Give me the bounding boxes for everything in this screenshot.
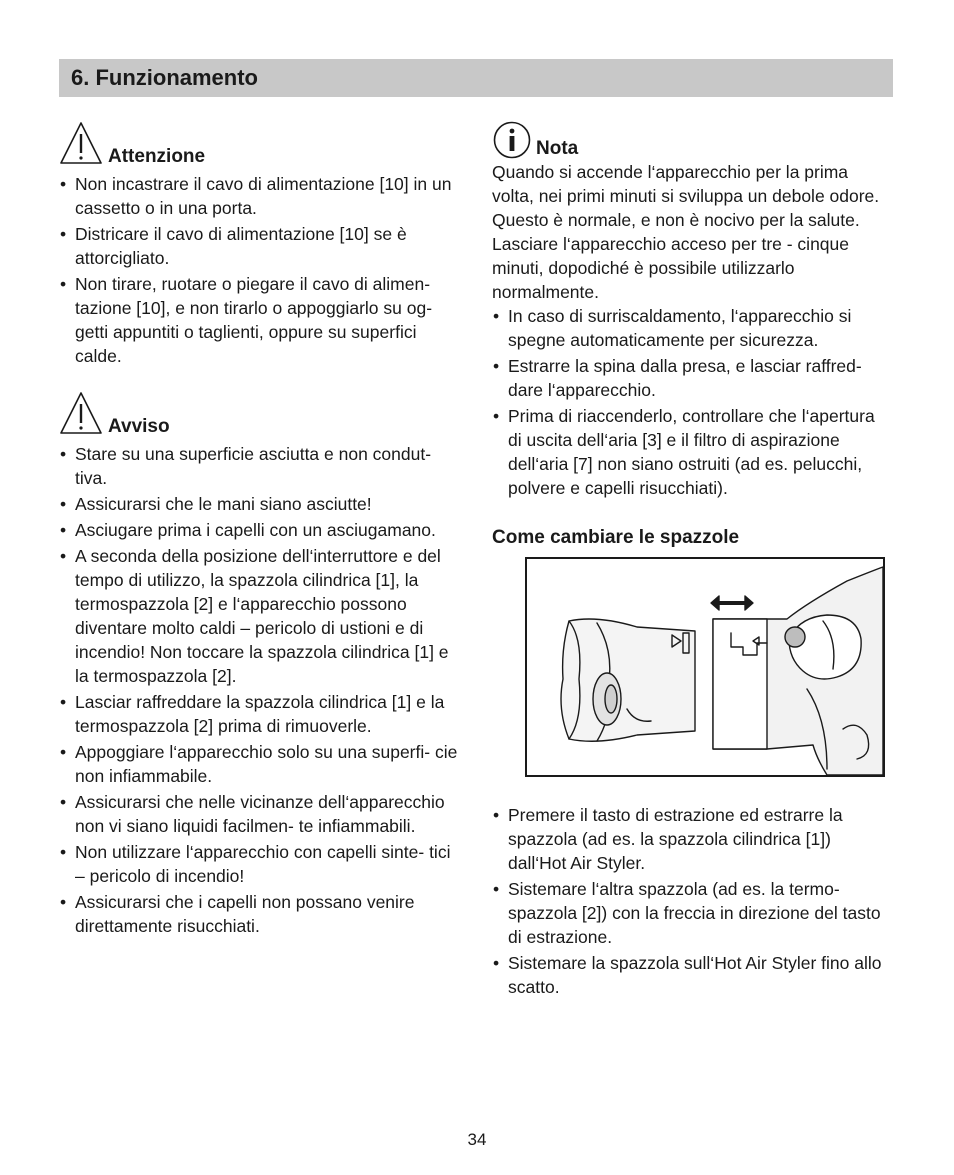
list-item: • Non utilizzare l‘apparecchio con capelli sinte- tici – pericolo di incendio! [59, 840, 464, 888]
avviso-heading-row [59, 390, 464, 438]
list-item: • In caso di surriscaldamento, l‘apparecchio si spegne automaticamente per sicurezza. [492, 304, 892, 352]
warning-triangle-icon [59, 390, 103, 436]
list-item: • Premere il tasto di estrazione ed estrarre la spazzola (ad es. la spazzola cilindrica [1]) dall‘Hot Air Styler. [492, 803, 892, 875]
list-item: • Non tirare, ruotare o piegare il cavo di alimen- tazione [10], e non tirarlo o appoggiarlo su og- getti appuntiti o taglienti, oppure su superfici calde. [59, 272, 464, 368]
list-item: • Stare su una superficie asciutta e non condut- tiva. [59, 442, 464, 490]
list-item: • Sistemare la spazzola sull‘Hot Air Styler fino allo scatto. [492, 951, 892, 999]
section-title: 6. Funzionamento [71, 65, 258, 90]
attenzione-heading-row [59, 120, 464, 168]
list-item: • Districare il cavo di alimentazione [10] se è attorcigliato. [59, 222, 464, 270]
info-circle-icon [492, 120, 532, 160]
list-item: • Appoggiare l‘apparecchio solo su una superfi- cie non infiammabile. [59, 740, 464, 788]
spazzole-heading: Come cambiare le spazzole [492, 527, 740, 548]
spazzole-list [492, 803, 892, 999]
list-item: • Assicurarsi che i capelli non possano venire direttamente risucchiati. [59, 890, 464, 938]
brush-change-illustration [525, 557, 885, 777]
hair-styler-drawing [527, 559, 883, 775]
nota-list [492, 304, 892, 500]
list-item: • Assicurarsi che nelle vicinanze dell‘apparecchio non vi siano liquidi facilmen- te infiammabili. [59, 790, 464, 838]
list-item: • A seconda della posizione dell‘interruttore e del tempo di utilizzo, la spazzola cilindrica [1], la termospazzola [2] e l‘apparecchio possono diventare molto caldi – pericolo di ustioni e di incendio! Non toccare la spazzola cilindrica [1] e la termospazzola [2]. [59, 544, 464, 688]
page-number: 34 [467, 1130, 487, 1149]
list-item: • Asciugare prima i capelli con un asciugamano. [59, 518, 464, 542]
list-item: • Non incastrare il cavo di alimentazione [10] in un cassetto o in una porta. [59, 172, 464, 220]
left-column [59, 120, 464, 940]
list-item: • Lasciar raffreddare la spazzola cilindrica [1] e la termospazzola [2] prima di rimuoverle. [59, 690, 464, 738]
nota-heading-row [492, 120, 892, 160]
list-item: • Assicurarsi che le mani siano asciutte! [59, 492, 464, 516]
list-item: • Sistemare l‘altra spazzola (ad es. la termo- spazzola [2]) con la freccia in direzione del tasto di estrazione. [492, 877, 892, 949]
list-item: • Estrarre la spina dalla presa, e lasciar raffred- dare l‘apparecchio. [492, 354, 892, 402]
spazzole-steps [492, 803, 892, 1001]
avviso-list [59, 442, 464, 938]
attenzione-list [59, 172, 464, 368]
nota-heading: Nota [536, 138, 579, 159]
right-column [492, 120, 892, 550]
avviso-heading: Avviso [108, 416, 170, 437]
list-item: • Prima di riaccenderlo, controllare che l‘apertura di uscita dell‘aria [3] e il filtro di aspirazione dell‘aria [7] non siano ostruiti (ad es. pelucchi, polvere e capelli risucchiati). [492, 404, 892, 500]
nota-paragraph: Quando si accende l‘apparecchio per la prima volta, nei primi minuti si sviluppa un debole odore. Questo è normale, e non è nocivo per la salute. Lasciare l‘apparecchio acceso per tre - cinque minuti, dopodiché è possibile utilizzarlo normalmente. [492, 162, 880, 302]
section-header-bar [59, 59, 893, 97]
warning-triangle-icon [59, 120, 103, 166]
attenzione-heading: Attenzione [108, 146, 206, 167]
